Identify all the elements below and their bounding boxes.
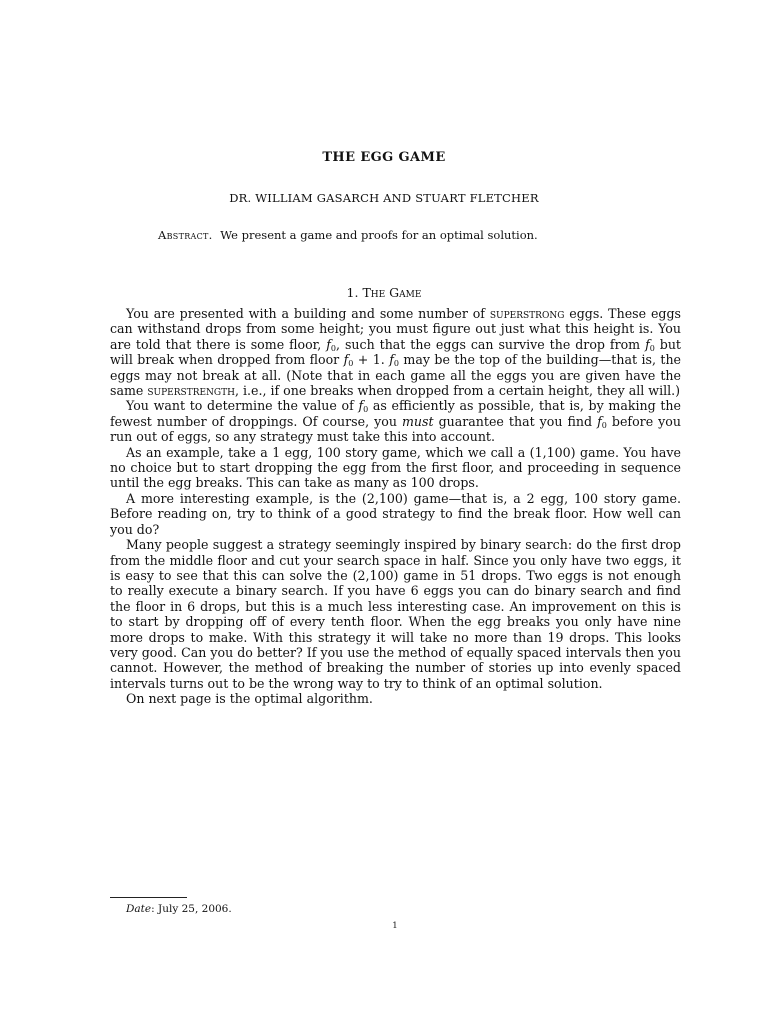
text-run: , i.e., if one breaks when dropped from a certain height, they all will.)	[234, 383, 681, 399]
math-subscript: 0	[649, 343, 655, 353]
text-run: eggs. These eggs can withstand drops from some height; you must figure out just what this height is. You are told that there is some floor,	[110, 306, 681, 352]
math-subscript: 0	[330, 343, 337, 353]
math-var: f	[343, 352, 349, 368]
paragraph-1	[110, 306, 681, 398]
body-text	[110, 306, 681, 707]
authors: DR. WILLIAM GASARCH AND STUART FLETCHER	[229, 191, 539, 205]
paragraph-3: As an example, take a 1 egg, 100 story game, which we call a (1,100) game. You have no choice but to start dropping the egg from the first floor, and proceeding in sequence until the egg breaks. This can take as many as 100 drops.	[110, 444, 681, 491]
paper-title: THE EGG GAME	[322, 150, 446, 165]
abstract-text: We present a game and proofs for an optimal solution.	[220, 228, 538, 242]
math-var: f	[645, 336, 650, 352]
text-run: guarantee that you find	[433, 413, 598, 429]
paragraph-5: Many people suggest a strategy seemingly inspired by binary search: do the first drop from the middle floor and cut your search space in half. Since you only have two eggs, it is easy to see that this can solve the (2,100) game in 51 drops. Two eggs is not enough to really execute a binary search. If you have 6 eggs you can do binary search and find the floor in 6 drops, but this is a much less interesting case. An improvement on this is to start by dropping off of every tenth floor. When the egg breaks you only have nine more drops to make. With this strategy it will take no more than 19 drops. This looks very good. Can you do better? If you use the method of equally spaced intervals then you cannot. However, the method of breaking the number of stories up into evenly spaced intervals turns out to be the wrong way to try to think of an optimal solution.	[110, 537, 681, 691]
math-subscript: 0	[363, 405, 369, 415]
text-run: + 1.	[353, 352, 390, 368]
text-run: You are presented with a building and some number of	[126, 306, 490, 321]
section-number: 1.	[346, 285, 359, 300]
text-run: , such that the eggs can survive the drop from	[336, 336, 646, 352]
math-var: f	[597, 413, 602, 429]
abstract	[158, 228, 618, 242]
text-run: superstrong	[489, 306, 565, 321]
section-heading	[0, 285, 768, 300]
math-var: f	[358, 398, 364, 414]
text-run: as efficiently as possible, that is, by making the fewest number of droppings. Of course, you	[110, 398, 681, 429]
abstract-heading: Abstract.	[158, 228, 213, 242]
math-subscript: 0	[348, 359, 354, 369]
text-run: superstrength	[147, 383, 235, 399]
footnote-text: : July 25, 2006.	[151, 903, 232, 915]
paragraph-2	[110, 398, 681, 444]
math-var: f	[326, 336, 331, 352]
text-run: You want to determine the value of	[126, 398, 359, 414]
text-run: may be the top of the building—that is, the eggs may not break at all. (Note that in each game all the eggs you are given have the same	[110, 352, 682, 399]
section-title: The Game	[362, 285, 422, 300]
paragraph-4: A more interesting example, is the (2,100) game—that is, a 2 egg, 100 story game. Before reading on, try to think of a good strategy to find the break floor. How well can you do?	[110, 490, 681, 537]
paragraph-6: On next page is the optimal algorithm.	[126, 691, 373, 707]
math-subscript: 0	[393, 359, 399, 369]
emphasis: must	[401, 413, 434, 429]
footnote	[126, 903, 232, 915]
text-run: but will break when dropped from floor	[110, 336, 681, 368]
footnote-label: Date	[126, 903, 152, 915]
footnote-rule	[110, 897, 187, 898]
math-var: f	[389, 352, 394, 368]
page-number: 1	[392, 921, 398, 931]
math-subscript: 0	[601, 420, 607, 430]
text-run: before you run out of eggs, so any strategy must take this into account.	[110, 413, 681, 445]
